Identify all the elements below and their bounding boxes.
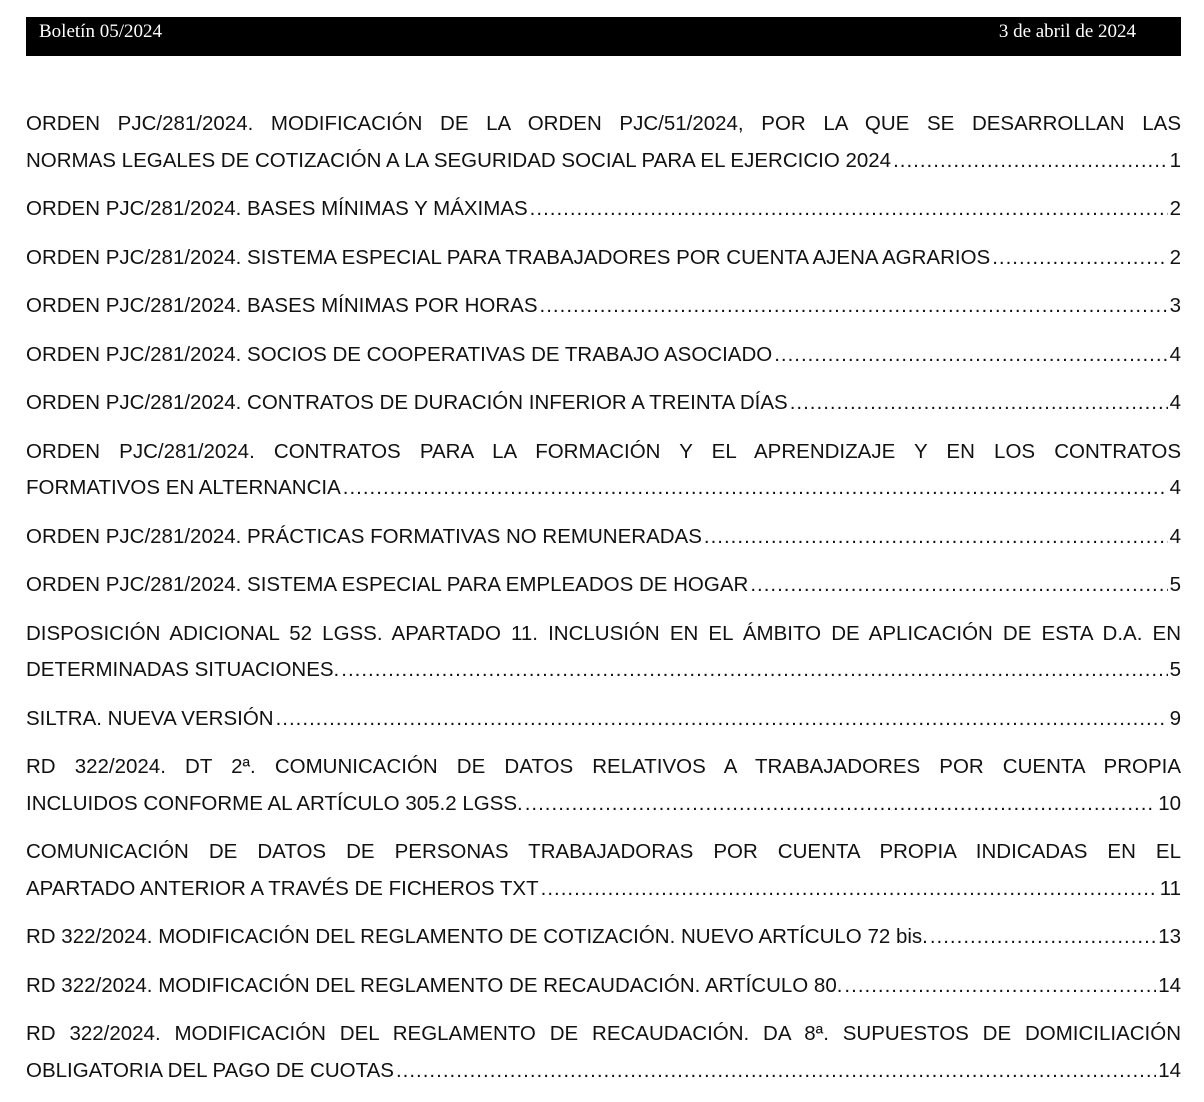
toc-entry[interactable]	[26, 288, 1181, 325]
toc-entry-title: APARTADO ANTERIOR A TRAVÉS DE FICHEROS TXT	[26, 876, 539, 900]
toc-entry[interactable]	[26, 701, 1181, 738]
toc-page-number: 13	[1158, 925, 1181, 948]
dot-leader	[343, 470, 1168, 507]
toc-entry-title: DETERMINADAS SITUACIONES.	[26, 658, 340, 681]
toc-entry[interactable]	[26, 616, 1181, 689]
toc-page-number: 5	[1169, 658, 1181, 681]
toc-entry-title: ORDEN PJC/281/2024. BASES MÍNIMAS POR HORAS	[26, 294, 538, 317]
toc-entry-title: ORDEN PJC/281/2024. BASES MÍNIMAS Y MÁXIMAS	[26, 197, 528, 220]
dot-leader	[774, 337, 1167, 374]
toc-entry[interactable]	[26, 337, 1181, 374]
dot-leader	[341, 652, 1167, 689]
toc-entry-title: RD 322/2024. MODIFICACIÓN DEL REGLAMENTO DE COTIZACIÓN. NUEVO ARTÍCULO 72 bis.	[26, 925, 928, 948]
dot-leader	[844, 968, 1156, 1005]
dot-leader	[704, 519, 1168, 556]
bulletin-date: 3 de abril de 2024	[998, 21, 1136, 42]
dot-leader	[276, 701, 1168, 738]
toc-entry-title: FORMATIVOS EN ALTERNANCIA	[26, 476, 341, 499]
toc-entry[interactable]	[26, 519, 1181, 556]
toc-page-number: 9	[1169, 706, 1181, 730]
toc-entry-title: RD 322/2024. MODIFICACIÓN DEL REGLAMENTO DE RECAUDACIÓN. ARTÍCULO 80.	[26, 973, 843, 997]
dot-leader	[992, 240, 1167, 277]
toc-entry[interactable]	[26, 240, 1181, 277]
toc-entry-title: INCLUIDOS CONFORME AL ARTÍCULO 305.2 LGSS.	[26, 791, 523, 815]
dot-leader	[525, 786, 1156, 823]
toc-entry[interactable]	[26, 385, 1181, 422]
toc-page-number: 4	[1169, 524, 1181, 548]
toc-entry[interactable]	[26, 191, 1181, 228]
toc-page-number: 4	[1169, 342, 1181, 366]
bulletin-number: Boletín 05/2024	[39, 21, 162, 42]
dot-leader	[930, 919, 1156, 956]
toc-entry-first-line: RD 322/2024. DT 2ª. COMUNICACIÓN DE DATOS RELATIVOS A TRABAJADORES POR CUENTA PROPIA	[26, 755, 1181, 778]
toc-entry-first-line: DISPOSICIÓN ADICIONAL 52 LGSS. APARTADO 11. INCLUSIÓN EN EL ÁMBITO DE APLICACIÓN DE ESTA D.A. EN	[26, 621, 1181, 645]
dot-leader	[893, 143, 1168, 180]
toc-entry[interactable]	[26, 834, 1181, 907]
toc-entry-first-line: ORDEN PJC/281/2024. MODIFICACIÓN DE LA ORDEN PJC/51/2024, POR LA QUE SE DESARROLLAN LAS	[26, 112, 1181, 135]
table-of-contents	[26, 106, 1181, 1101]
toc-page-number: 4	[1169, 391, 1181, 414]
toc-entry[interactable]	[26, 968, 1181, 1005]
toc-entry-first-line: COMUNICACIÓN DE DATOS DE PERSONAS TRABAJADORAS POR CUENTA PROPIA INDICADAS EN EL	[26, 840, 1181, 863]
toc-entry-title: SILTRA. NUEVA VERSIÓN	[26, 706, 274, 730]
dot-leader	[530, 191, 1168, 228]
toc-page-number: 14	[1158, 973, 1181, 997]
toc-entry-title: ORDEN PJC/281/2024. SISTEMA ESPECIAL PARA TRABAJADORES POR CUENTA AJENA AGRARIOS	[26, 245, 991, 269]
toc-page-number: 4	[1169, 476, 1181, 499]
dot-leader	[396, 1053, 1156, 1090]
toc-entry-title: ORDEN PJC/281/2024. CONTRATOS DE DURACIÓN INFERIOR A TREINTA DÍAS	[26, 391, 788, 414]
toc-page-number: 5	[1169, 573, 1181, 596]
toc-page-number: 3	[1169, 294, 1181, 317]
toc-entry-first-line: ORDEN PJC/281/2024. CONTRATOS PARA LA FORMACIÓN Y EL APRENDIZAJE Y EN LOS CONTRATOS	[26, 439, 1181, 463]
toc-entry[interactable]	[26, 434, 1181, 507]
dot-leader	[790, 385, 1168, 422]
toc-entry-title: ORDEN PJC/281/2024. PRÁCTICAS FORMATIVAS NO REMUNERADAS	[26, 524, 702, 548]
toc-entry-title: ORDEN PJC/281/2024. SOCIOS DE COOPERATIVAS DE TRABAJO ASOCIADO	[26, 342, 773, 366]
toc-entry[interactable]	[26, 1016, 1181, 1089]
toc-page-number: 2	[1169, 245, 1181, 269]
toc-entry-title: NORMAS LEGALES DE COTIZACIÓN A LA SEGURIDAD SOCIAL PARA EL EJERCICIO 2024	[26, 148, 892, 172]
toc-page-number: 10	[1158, 791, 1181, 815]
toc-page-number: 2	[1169, 197, 1181, 220]
toc-page-number: 1	[1169, 148, 1181, 172]
toc-entry-title: OBLIGATORIA DEL PAGO DE CUOTAS	[26, 1058, 394, 1082]
toc-entry-title: ORDEN PJC/281/2024. SISTEMA ESPECIAL PARA EMPLEADOS DE HOGAR	[26, 573, 749, 596]
toc-page-number: 11	[1159, 876, 1181, 900]
toc-entry[interactable]	[26, 749, 1181, 822]
toc-entry[interactable]	[26, 919, 1181, 956]
toc-entry-first-line: RD 322/2024. MODIFICACIÓN DEL REGLAMENTO DE RECAUDACIÓN. DA 8ª. SUPUESTOS DE DOMICILIACIÓN	[26, 1022, 1181, 1045]
bulletin-header-bar	[26, 17, 1181, 56]
toc-page-number: 14	[1158, 1058, 1181, 1082]
toc-entry[interactable]	[26, 106, 1181, 179]
dot-leader	[541, 871, 1158, 908]
dot-leader	[540, 288, 1168, 325]
toc-entry[interactable]	[26, 567, 1181, 604]
dot-leader	[750, 567, 1167, 604]
